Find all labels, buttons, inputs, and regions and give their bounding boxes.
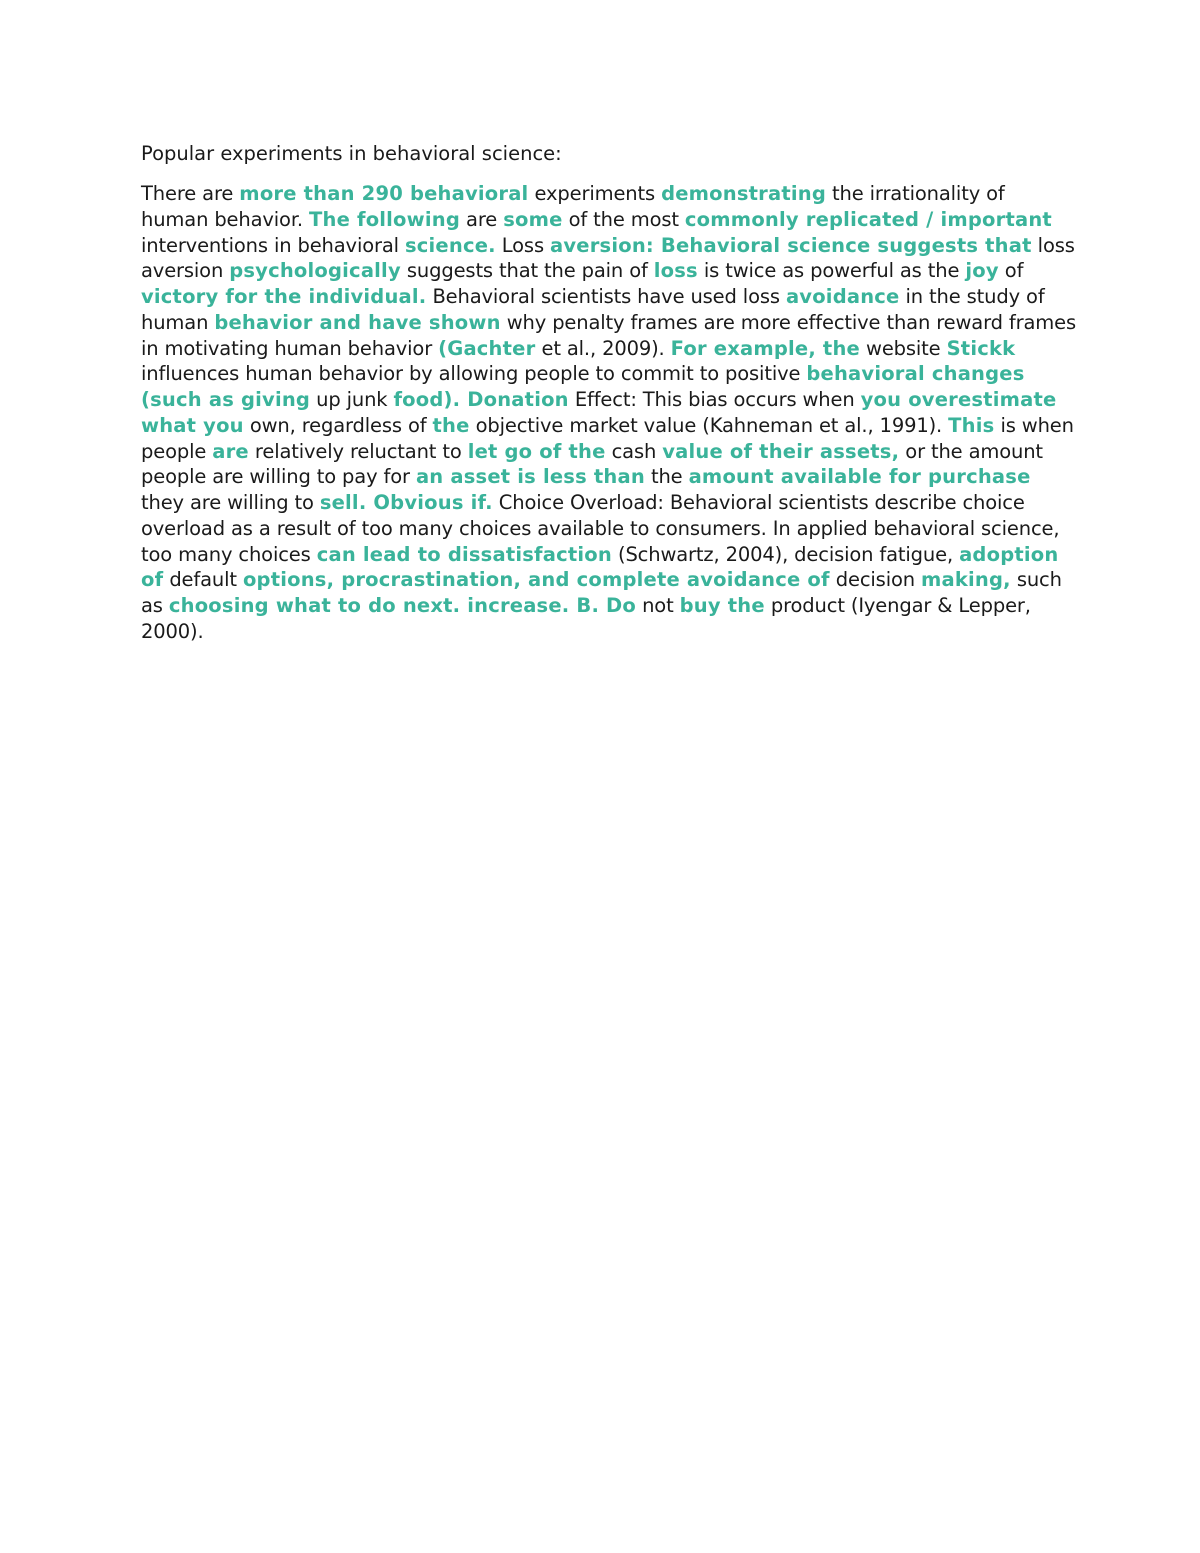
highlighted-phrase: demonstrating bbox=[661, 182, 826, 205]
body-text-run: is when people bbox=[141, 413, 1074, 463]
body-text-run: own, regardless of bbox=[243, 413, 433, 437]
body-text-run: in the study of human bbox=[141, 285, 1045, 334]
body-text-run: Loss bbox=[495, 233, 551, 257]
body-text-run: Choice Overload: Behavioral scientists describe choice overload as a result of too many choices available to consumers. In applied behavioral science, too many choices bbox=[141, 491, 1060, 566]
body-text-run: of the most bbox=[562, 207, 685, 231]
body-text-run: not bbox=[636, 594, 680, 617]
highlighted-phrase: some bbox=[503, 207, 563, 231]
body-text-run: relatively reluctant to bbox=[248, 439, 468, 463]
highlighted-phrase: can lead to dissatisfaction bbox=[316, 542, 612, 566]
body-text-run: cash bbox=[605, 439, 663, 463]
highlighted-phrase: amount available for purchase bbox=[688, 465, 1031, 489]
body-text-run: loss aversion bbox=[141, 233, 1075, 283]
document-title: Popular experiments in behavioral science: bbox=[141, 142, 562, 165]
highlighted-phrase: science. bbox=[404, 233, 496, 257]
highlighted-phrase: This bbox=[948, 413, 995, 437]
body-text-run: Effect: This bias occurs when bbox=[568, 388, 861, 411]
highlighted-phrase: For example, the bbox=[670, 336, 860, 360]
highlighted-phrase: value of their assets, bbox=[662, 439, 900, 463]
highlighted-phrase: victory for the individual. bbox=[141, 285, 427, 308]
highlighted-phrase: (Gachter bbox=[438, 336, 536, 360]
body-text-run: of bbox=[998, 259, 1024, 283]
body-text-run: objective market value (Kahneman et al., 1991). bbox=[469, 413, 949, 437]
highlighted-phrase: an asset is less than bbox=[415, 465, 645, 489]
highlighted-phrase: The following bbox=[309, 207, 460, 231]
body-text-run: they are willing to bbox=[141, 491, 320, 514]
body-text-run: decision bbox=[829, 568, 921, 592]
body-text-run: is twice as powerful as the bbox=[697, 259, 966, 283]
highlighted-phrase: more than 290 behavioral bbox=[239, 182, 529, 205]
highlighted-phrase: you overestimate what you bbox=[141, 388, 1057, 437]
highlighted-phrase: adoption of bbox=[141, 542, 1059, 592]
body-text-run: why penalty frames are more effective than reward frames in motivating human behavior bbox=[141, 310, 1076, 360]
highlighted-phrase: are bbox=[212, 439, 249, 463]
body-text-run: There are bbox=[141, 182, 240, 205]
highlighted-phrase: aversion: Behavioral science suggests that bbox=[550, 233, 1032, 257]
highlighted-phrase: choosing what to do next. increase. B. Do bbox=[168, 594, 637, 617]
body-text-run: up junk bbox=[310, 388, 394, 411]
highlighted-phrase: sell. Obvious if. bbox=[319, 491, 493, 514]
body-text-run: or the amount people are willing to pay for bbox=[141, 439, 1043, 489]
highlighted-phrase: food). Donation bbox=[393, 388, 569, 411]
body-text-run: (Schwartz, 2004), decision fatigue, bbox=[611, 542, 960, 566]
highlighted-phrase: behavior and have shown bbox=[214, 310, 501, 334]
highlighted-phrase: psychologically bbox=[229, 259, 401, 283]
highlighted-phrase: Stickk bbox=[946, 336, 1016, 360]
body-text-run: the bbox=[644, 465, 689, 489]
body-text-run: such as bbox=[141, 568, 1062, 617]
body-text-run: product (Iyengar & Lepper, 2000). bbox=[141, 594, 1031, 643]
highlighted-phrase: making, bbox=[921, 568, 1011, 592]
document-body bbox=[141, 181, 1076, 645]
highlighted-phrase: options, procrastination, and complete avoidance of bbox=[242, 568, 830, 592]
body-text-run: experiments bbox=[528, 182, 662, 205]
body-text-run: influences human behavior by allowing people to commit to positive bbox=[141, 362, 807, 386]
highlighted-phrase: the bbox=[432, 413, 470, 437]
highlighted-phrase: joy bbox=[965, 259, 999, 283]
body-text-run: website bbox=[859, 336, 947, 360]
highlighted-phrase: loss bbox=[653, 259, 698, 283]
highlighted-phrase: avoidance bbox=[785, 285, 900, 308]
body-text-run: default bbox=[163, 568, 243, 592]
body-text-run: Behavioral scientists have used loss bbox=[426, 285, 786, 308]
highlighted-phrase: behavioral changes (such as giving bbox=[141, 362, 1025, 411]
highlighted-phrase: commonly replicated / important bbox=[684, 207, 1052, 231]
body-text-run: are bbox=[460, 207, 504, 231]
highlighted-phrase: let go of the bbox=[467, 439, 606, 463]
body-text-run: the irrationality of human behavior. bbox=[141, 182, 1005, 231]
body-text-run: suggests that the pain of bbox=[400, 259, 654, 283]
body-text-run: et al., 2009). bbox=[535, 336, 671, 360]
body-text-run: interventions in behavioral bbox=[141, 233, 405, 257]
highlighted-phrase: buy the bbox=[679, 594, 765, 617]
